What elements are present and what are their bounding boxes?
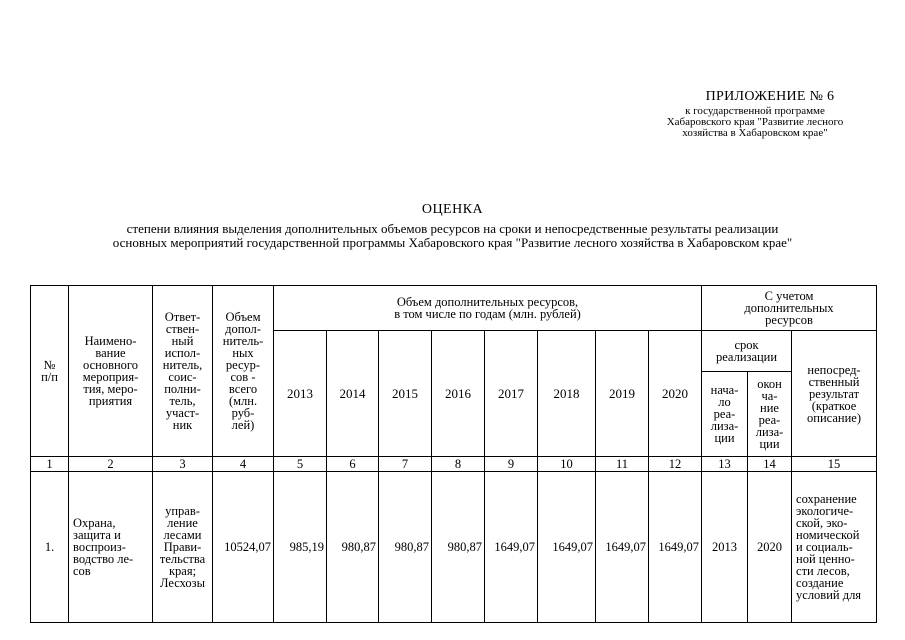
appendix-block — [640, 88, 870, 139]
column-number: 15 — [792, 457, 877, 472]
column-number: 12 — [649, 457, 702, 472]
header-end: окон ча- ние реа- лиза- ции — [748, 372, 792, 457]
header-start: нача- ло реа- лиза- ции — [702, 372, 748, 457]
row-year-value: 1649,07 — [596, 472, 649, 623]
header-year: 2019 — [596, 331, 649, 457]
header-responsible: Ответ- ствен- ный испол- нитель, соис- полни- тель, участ- ник — [153, 286, 213, 457]
row-year-value: 985,19 — [274, 472, 327, 623]
document-title: ОЦЕНКА — [421, 202, 484, 217]
header-name: Наимено- вание основного мероприя- тия, меро- приятия — [69, 286, 153, 457]
column-number: 10 — [538, 457, 596, 472]
column-number: 14 — [748, 457, 792, 472]
header-year: 2013 — [274, 331, 327, 457]
column-number: 2 — [69, 457, 153, 472]
header-num: № п/п — [31, 286, 69, 457]
column-number: 5 — [274, 457, 327, 472]
header-year: 2018 — [538, 331, 596, 457]
column-number: 13 — [702, 457, 748, 472]
column-number: 4 — [213, 457, 274, 472]
header-volume-total: Объем допол- нитель- ных ресур- сов - всего (млн. руб- лей) — [213, 286, 274, 457]
header-year: 2020 — [649, 331, 702, 457]
subtitle-line: степени влияния выделения дополнительных объемов ресурсов на сроки и непосредственные результаты реализации — [126, 221, 779, 236]
row-result: сохранение экологиче- ской, эко- номической и социаль- ной ценно- сти лесов, создание условий для — [792, 472, 877, 623]
column-number: 3 — [153, 457, 213, 472]
appendix-line: хозяйства в Хабаровском крае" — [682, 127, 828, 139]
appendix-line: Хабаровского края "Развитие лесного — [666, 116, 844, 128]
column-number: 8 — [432, 457, 485, 472]
row-end: 2020 — [748, 472, 792, 623]
header-year: 2017 — [485, 331, 538, 457]
row-name: Охрана, защита и воспроиз- водство ле- сов — [69, 472, 153, 623]
row-year-value: 980,87 — [327, 472, 379, 623]
row-start: 2013 — [702, 472, 748, 623]
document-subtitle — [40, 222, 865, 250]
header-by-years: Объем дополнительных ресурсов, в том числе по годам (млн. рублей) — [274, 286, 702, 331]
row-year-value: 980,87 — [432, 472, 485, 623]
row-year-value: 980,87 — [379, 472, 432, 623]
column-number: 11 — [596, 457, 649, 472]
header-with-account: С учетом дополнительных ресурсов — [702, 286, 877, 331]
header-year: 2015 — [379, 331, 432, 457]
column-number: 9 — [485, 457, 538, 472]
column-number: 7 — [379, 457, 432, 472]
row-num: 1. — [31, 472, 69, 623]
column-number: 1 — [31, 457, 69, 472]
row-total: 10524,07 — [213, 472, 274, 623]
header-result: непосред- ственный результат (краткое описание) — [792, 331, 877, 457]
row-year-value: 1649,07 — [538, 472, 596, 623]
row-responsible: управ- ление лесами Прави- тельства края; Лесхозы — [153, 472, 213, 623]
table-row — [31, 472, 877, 623]
column-number: 6 — [327, 457, 379, 472]
appendix-title: ПРИЛОЖЕНИЕ № 6 — [705, 89, 835, 104]
row-year-value: 1649,07 — [649, 472, 702, 623]
header-year: 2014 — [327, 331, 379, 457]
header-term: срок реализации — [702, 331, 792, 372]
row-year-value: 1649,07 — [485, 472, 538, 623]
appendix-line: к государственной программе — [685, 105, 825, 117]
header-year: 2016 — [432, 331, 485, 457]
subtitle-line: основных мероприятий государственной программы Хабаровского края "Развитие лесного хозяйства в Хабаровском крае" — [112, 235, 793, 250]
assessment-table — [30, 285, 877, 623]
